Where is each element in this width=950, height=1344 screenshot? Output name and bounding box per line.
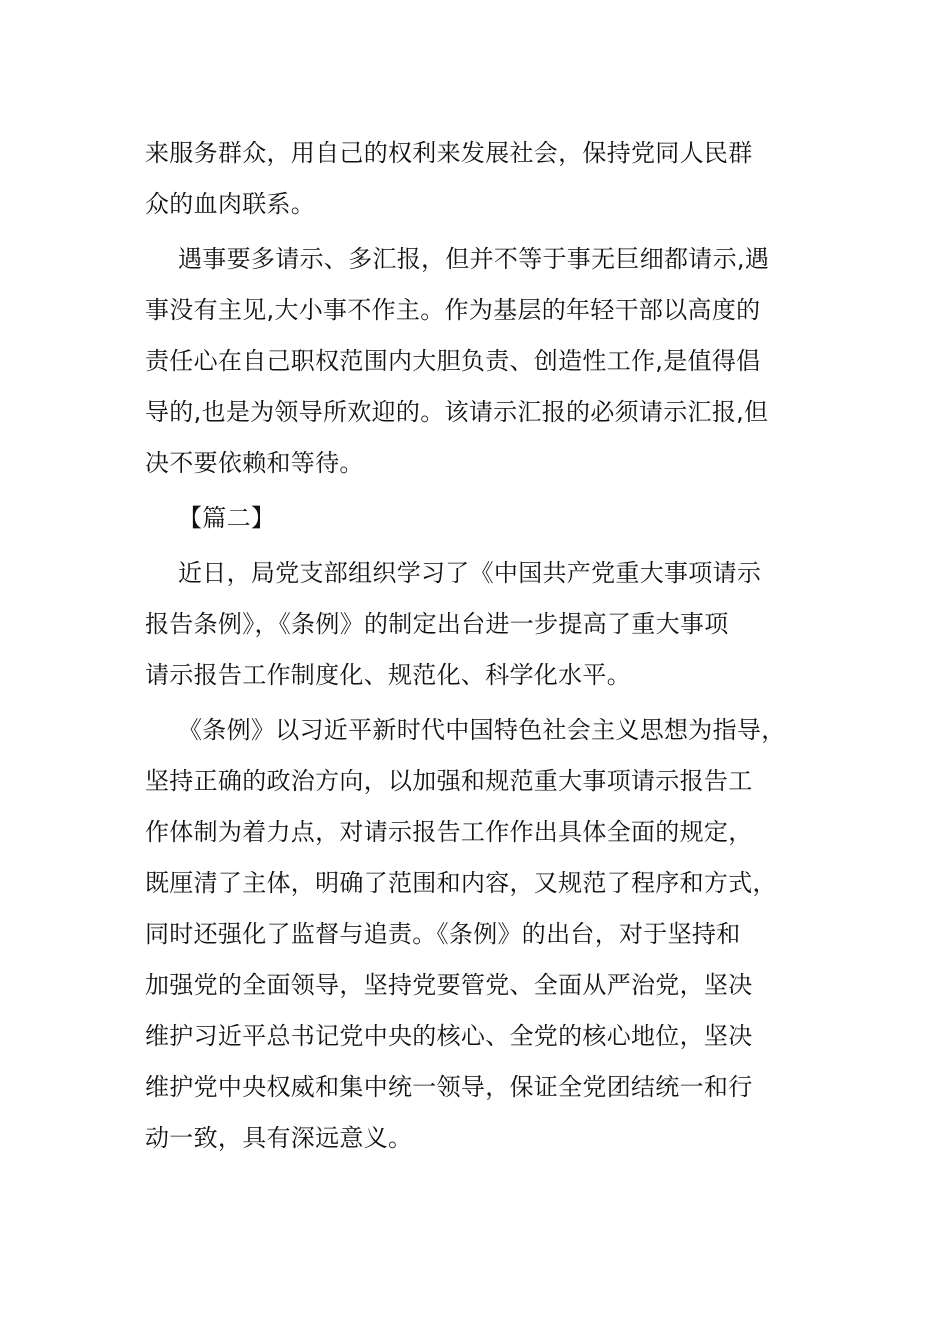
text-line: 作体制为着力点，对请示报告工作作出具体全面的规定， [145,818,753,846]
text-line: 决不要依赖和等待。 [145,449,364,477]
section-heading-text: 【篇二】 [178,504,276,532]
text-line: 近日，局党支部组织学习了《中国共产党重大事项请示 [178,559,762,587]
text-line: 责任心在自己职权范围内大胆负责、创造性工作,是值得倡 [145,347,761,375]
paragraph-continuation [145,128,805,230]
paragraph-request-report [145,234,805,489]
document-body [145,128,805,1164]
text-line: 维护习近平总书记党中央的核心、全党的核心地位，坚决 [145,1022,753,1050]
text-line: 加强党的全面领导，坚持党要管党、全面从严治党，坚决 [145,971,753,999]
text-line: 坚持正确的政治方向，以加强和规范重大事项请示报告工 [145,767,753,795]
text-line: 《条例》以习近平新时代中国特色社会主义思想为指导， [178,716,786,744]
paragraph-regulation-significance [145,705,805,1164]
text-line: 动一致，具有深远意义。 [145,1124,413,1152]
text-line: 众的血肉联系。 [145,190,316,218]
text-line: 报告条例》，《条例》的制定出台进一步提高了重大事项 [145,610,729,638]
text-line: 来服务群众，用自己的权利来发展社会，保持党同人民群 [145,139,753,167]
text-line: 既厘清了主体，明确了范围和内容，又规范了程序和方式， [145,869,777,897]
paragraph-study-regulation [145,548,805,701]
text-line: 遇事要多请示、多汇报，但并不等于事无巨细都请示,遇 [178,245,770,273]
text-line: 维护党中央权威和集中统一领导，保证全党团结统一和行 [145,1073,753,1101]
text-line: 导的,也是为领导所欢迎的。该请示汇报的必须请示汇报,但 [145,398,769,426]
section-heading [145,493,805,544]
text-line: 同时还强化了监督与追责。《条例》的出台，对于坚持和 [145,920,741,948]
text-line: 事没有主见,大小事不作主。作为基层的年轻干部以高度的 [145,296,761,324]
text-line: 请示报告工作制度化、规范化、科学化水平。 [145,661,631,689]
